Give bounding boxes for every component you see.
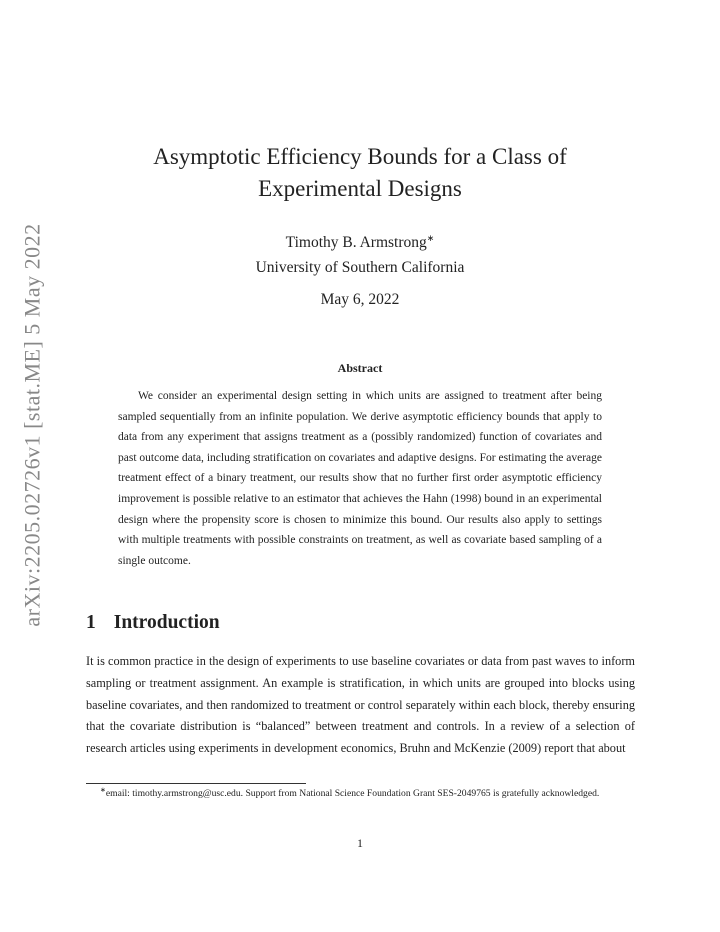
author-name: Timothy B. Armstrong [285, 234, 427, 251]
abstract-text: We consider an experimental design setting in which units are assigned to treatment after being sampled sequentially from an infinite population. We derive asymptotic efficiency bounds that apply to data from any experiment that assigns treatment as a (possibly randomized) function of covariates and past outcome data, including stratification on covariates and adaptive designs. For estimating the average treatment effect of a binary treatment, our results show that no further first order asymptotic efficiency improvement is possible relative to an estimator that achieves the Hahn (1998) bound in an experimental design where the propensity score is chosen to minimize this bound. Our results also apply to settings with multiple treatments with possible constraints on treatment, as well as covariate based sampling of a single outcome. [118, 390, 602, 567]
paper-title [90, 141, 630, 205]
arxiv-identifier-text: arXiv:2205.02726v1 [stat.ME] 5 May 2022 [20, 223, 46, 627]
paper-title-line-1: Asymptotic Efficiency Bounds for a Class of [153, 144, 567, 169]
author-affiliation: University of Southern California [255, 259, 465, 276]
footnote [86, 787, 635, 801]
author-block [90, 230, 630, 280]
abstract-heading: Abstract [337, 361, 383, 375]
author-name-line [90, 230, 630, 255]
section-number: 1 [86, 612, 96, 633]
arxiv-identifier-stamp [14, 205, 52, 645]
footnote-mark: ∗ [100, 785, 106, 794]
author-footnote-mark: ∗ [426, 232, 435, 243]
paper-title-line-2: Experimental Designs [258, 176, 462, 201]
page-number: 1 [357, 836, 363, 850]
footnote-divider [86, 783, 306, 784]
section-heading [86, 612, 220, 634]
introduction-text: It is common practice in the design of experiments to use baseline covariates or data from past waves to inform sampling or treatment assignment. An example is stratification, in which units are grouped into blocks using baseline covariates, and then randomized to treatment or control separately within each block, thereby ensuring that the covariate distribution is “balanced” between treatment and controls. In a review of a selection of research articles using experiments in development economics, Bruhn and McKenzie (2009) report that about [86, 654, 635, 756]
paper-date: May 6, 2022 [320, 291, 400, 308]
footnote-text: email: timothy.armstrong@usc.edu. Support from National Science Foundation Grant SES-2049765 is gratefully acknowledged. [105, 788, 600, 799]
section-title: Introduction [113, 612, 220, 633]
